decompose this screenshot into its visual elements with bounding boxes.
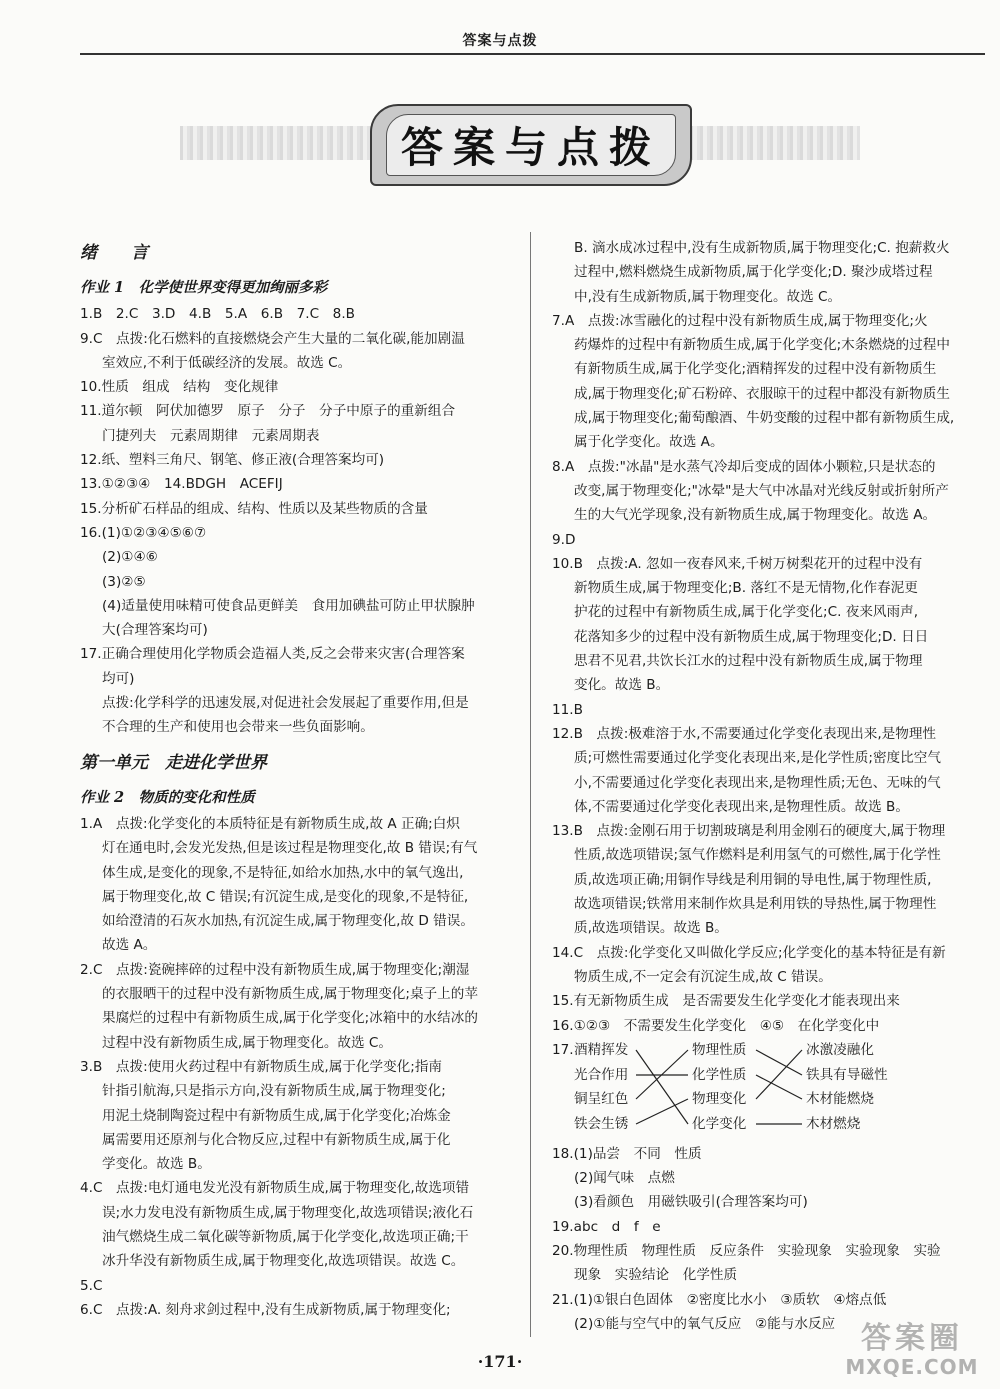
q17-left-item: 光合作用 xyxy=(574,1066,629,1083)
text-line: 质,故选项正确;用铜作导线是利用铜的导电性,属于物理性质, xyxy=(574,871,932,888)
text-line: 1.A 点拨:化学变化的本质特征是有新物质生成,故 A 正确;白炽 xyxy=(80,815,460,832)
q17-left-item: 铜呈红色 xyxy=(574,1090,629,1107)
text-line: 16.(1)①②③④⑤⑥⑦ xyxy=(80,524,207,541)
text-line: 灯在通电时,会发光发热,但是该过程是物理变化,故 B 错误;有气 xyxy=(102,840,478,857)
text-line: 性质,故选项错误;氢气作燃料是利用氢气的可燃性,属于化学性 xyxy=(574,847,941,864)
q17-right-item: 冰激凌融化 xyxy=(806,1041,874,1058)
text-line: 过程中没有新物质生成,属于物理变化。故选 C。 xyxy=(102,1034,393,1051)
text-line: 13.B 点拨:金刚石用于切割玻璃是利用金刚石的硬度大,属于物理 xyxy=(552,823,946,840)
text-line: 属需要用还原剂与化合物反应,过程中有新物质生成,属于化 xyxy=(102,1131,451,1148)
text-line: 13.①②③④ 14.BDGH ACEFIJ xyxy=(80,476,283,493)
text-line: 3.B 点拨:使用火药过程中有新物质生成,属于化学变化;指南 xyxy=(80,1058,443,1075)
text-line: 质;可燃性需要通过化学变化表现出来,是化学性质;密度比空气 xyxy=(574,750,941,767)
text-line: 大(合理答案均可) xyxy=(102,622,208,639)
text-line: 体生成,是变化的现象,不是特征,如给水加热,水中的氧气逸出, xyxy=(102,864,464,881)
text-line: 6.C 点拨:A. 刻舟求剑过程中,没有生成新物质,属于物理变化; xyxy=(80,1301,451,1318)
q17-mid-item: 化学性质 xyxy=(692,1066,747,1083)
text-line: (2)闻气味 点燃 xyxy=(574,1170,675,1187)
text-line: 属于化学变化。故选 A。 xyxy=(574,434,724,451)
page-number: ·171· xyxy=(477,1352,523,1371)
text-line: 2.C 点拨:瓷碗摔碎的过程中没有新物质生成,属于物理变化;潮湿 xyxy=(80,961,470,978)
text-line: 1.B 2.C 3.D 4.B 5.A 6.B 7.C 8.B xyxy=(80,306,355,323)
text-line: 用泥土烧制陶瓷过程中有新物质生成,属于化学变化;冶炼金 xyxy=(102,1107,451,1124)
watermark-text: 答案圈 xyxy=(861,1321,963,1356)
text-line: 思君不见君,共饮长江水的过程中没有新物质生成,属于物理 xyxy=(574,653,923,670)
q17-label: 17. xyxy=(552,1041,574,1058)
text-line: 属于物理变化,故 C 错误;有沉淀生成,是变化的现象,不是特征, xyxy=(102,888,469,905)
text-line: 误;水力发电没有新物质生成,属于物理变化,故选项错误;液化石 xyxy=(102,1204,474,1221)
q17-left-item: 酒精挥发 xyxy=(574,1041,629,1058)
text-line: 8.A 点拨:"冰晶"是水蒸气冷却后变成的固体小颗粒,只是状态的 xyxy=(552,458,936,475)
text-line: 质,故选项错误。故选 B。 xyxy=(574,920,728,937)
text-line: 新物质生成,属于物理变化;B. 落红不是无情物,化作春泥更 xyxy=(574,580,918,597)
text-line: 针指引航海,只是指示方向,没有新物质生成,属于物理变化; xyxy=(102,1083,446,1100)
text-line: 11.道尔顿 阿伏加德罗 原子 分子 分子中原子的重新组合 xyxy=(80,403,456,420)
unit1-heading: 第一单元 走进化学世界 xyxy=(80,752,267,773)
text-line: (2)①能与空气中的氧气反应 ②能与水反应 xyxy=(574,1315,836,1332)
text-line: 5.C xyxy=(80,1277,103,1294)
text-line: 7.A 点拨:冰雪融化的过程中没有新物质生成,属于物理变化;火 xyxy=(552,312,928,329)
running-header: 答案与点拨 xyxy=(462,33,538,49)
text-line: 21.(1)①银白色固体 ②密度比水小 ③质软 ④熔点低 xyxy=(552,1291,887,1308)
text-line: (4)适量使用味精可使食品更鲜美 食用加碘盐可防止甲状腺肿 xyxy=(102,597,475,614)
column-divider xyxy=(530,232,531,1337)
text-line: (3)看颜色 用磁铁吸引(合理答案均可) xyxy=(574,1194,808,1211)
text-line: 药爆炸的过程中有新物质生成,属于化学变化;木条燃烧的过程中 xyxy=(574,337,950,354)
text-line: 室效应,不利于低碳经济的发展。故选 C。 xyxy=(102,354,352,371)
text-line: 果腐烂的过程中有新物质生成,属于化学变化;冰箱中的水结冰的 xyxy=(102,1010,478,1027)
hw1-heading: 作业 1 化学使世界变得更加绚丽多彩 xyxy=(80,279,328,296)
watermark-url: MXQE.COM xyxy=(845,1355,979,1379)
text-line: 19.abc d f e xyxy=(552,1218,661,1235)
text-line: 现象 实验结论 化学性质 xyxy=(574,1267,738,1284)
text-line: 10.性质 组成 结构 变化规律 xyxy=(80,379,279,396)
text-line: 体,不需要通过化学变化表现出来,是物理性质。故选 B。 xyxy=(574,798,909,815)
q17-mid-item: 物理变化 xyxy=(692,1090,747,1107)
title-banner-inner xyxy=(386,114,676,176)
header-rule xyxy=(80,53,985,55)
text-line: 门捷列夫 元素周期律 元素周期表 xyxy=(102,427,320,444)
text-line: 如给澄清的石灰水加热,有沉淀生成,属于物理变化,故 D 错误。 xyxy=(102,913,474,930)
q17-right-item: 铁具有导磁性 xyxy=(806,1066,888,1083)
left-column xyxy=(80,236,518,1322)
text-line: (3)②⑤ xyxy=(102,573,146,590)
text-line: 15.有无新物质生成 是否需要发生化学变化才能表现出来 xyxy=(552,993,900,1010)
text-line: 11.B xyxy=(552,701,583,718)
q17-matching-diagram xyxy=(552,1038,988,1142)
text-line: 护花的过程中有新物质生成,属于化学变化;C. 夜来风雨声, xyxy=(574,604,919,621)
text-line: 成,属于物理变化;矿石粉碎、衣服晾干的过程中都没有新物质生 xyxy=(574,385,950,402)
text-line: 改变,属于物理变化;"冰晕"是大气中冰晶对光线反射或折射所产 xyxy=(574,482,949,499)
text-line: 9.D xyxy=(552,531,576,548)
text-line: 冰升华没有新物质生成,属于物理变化,故选项错误。故选 C。 xyxy=(102,1253,465,1270)
watermark-logo xyxy=(832,1322,992,1382)
text-line: 成,属于物理变化;葡萄酿酒、牛奶变酸的过程中都有新物质生成, xyxy=(574,410,955,427)
text-line: 15.分析矿石样品的组成、结构、性质以及某些物质的含量 xyxy=(80,500,428,517)
text-line: 不合理的生产和使用也会带来一些负面影响。 xyxy=(102,719,374,736)
text-line: 均可) xyxy=(102,670,135,687)
text-line: B. 滴水成冰过程中,没有生成新物质,属于物理变化;C. 抱薪救火 xyxy=(574,240,950,256)
text-line: 12.B 点拨:极难溶于水,不需要通过化学变化表现出来,是物理性 xyxy=(552,725,937,742)
text-line: 的衣服晒干的过程中没有新物质生成,属于物理变化;桌子上的苹 xyxy=(102,986,478,1003)
text-line: 过程中,燃料燃烧生成新物质,属于化学变化;D. 聚沙成塔过程 xyxy=(574,264,933,281)
text-line: 小,不需要通过化学变化表现出来,是物理性质;无色、无味的气 xyxy=(574,774,941,791)
hw2-heading: 作业 2 物质的变化和性质 xyxy=(80,788,255,806)
text-line: 中,没有生成新物质,属于物理变化。故选 C。 xyxy=(574,288,842,305)
text-line: 17.正确合理使用化学物质会造福人类,反之会带来灾害(合理答案 xyxy=(80,646,465,663)
text-line: 20.物理性质 物理性质 反应条件 实验现象 实验现象 实验 xyxy=(552,1242,941,1259)
q17-right-item: 木材燃烧 xyxy=(806,1115,861,1132)
q17-left-item: 铁会生锈 xyxy=(574,1115,629,1132)
text-line: 学变化。故选 B。 xyxy=(102,1156,211,1173)
q17-mid-item: 化学变化 xyxy=(692,1115,747,1132)
text-line: 18.(1)品尝 不同 性质 xyxy=(552,1145,702,1162)
text-line: 12.纸、塑料三角尺、钢笔、修正液(合理答案均可) xyxy=(80,452,385,469)
text-line: 14.C 点拨:化学变化又叫做化学反应;化学变化的基本特征是有新 xyxy=(552,944,946,961)
text-line: 16.①②③ 不需要发生化学变化 ④⑤ 在化学变化中 xyxy=(552,1017,880,1034)
q17-mid-item: 物理性质 xyxy=(692,1041,747,1058)
intro-heading: 绪 言 xyxy=(80,243,148,263)
text-line: 变化。故选 B。 xyxy=(574,677,670,694)
text-line: 生的大气光学现象,没有新物质生成,属于物理变化。故选 A。 xyxy=(574,507,937,524)
text-line: 花落知多少的过程中没有新物质生成,属于物理变化;D. 日日 xyxy=(574,628,929,645)
text-line: 物质生成,不一定会有沉淀生成,故 C 错误。 xyxy=(574,968,832,985)
text-line: 点拨:化学科学的迅速发展,对促进社会发展起了重要作用,但是 xyxy=(102,695,469,712)
text-line: 故选项错误;铁常用来制作炊具是利用铁的导热性,属于物理性 xyxy=(574,896,937,913)
text-line: 故选 A。 xyxy=(102,937,157,954)
text-line: 有新物质生成,属于化学变化;酒精挥发的过程中没有新物质生 xyxy=(574,361,937,378)
title-banner xyxy=(370,104,692,186)
q17-right-item: 木材能燃烧 xyxy=(806,1090,874,1107)
text-line: 4.C 点拨:电灯通电发光没有新物质生成,属于物理变化,故选项错 xyxy=(80,1180,470,1197)
banner-title: 答案与点拨 xyxy=(400,123,661,172)
text-line: 油气燃烧生成二氧化碳等新物质,属于化学变化,故选项正确;干 xyxy=(102,1228,469,1245)
text-line: (2)①④⑥ xyxy=(102,549,158,566)
text-line: 10.B 点拨:A. 忽如一夜春风来,千树万树梨花开的过程中没有 xyxy=(552,555,923,572)
text-line: 9.C 点拨:化石燃料的直接燃烧会产生大量的二氧化碳,能加剧温 xyxy=(80,330,465,347)
right-column xyxy=(552,236,988,1336)
